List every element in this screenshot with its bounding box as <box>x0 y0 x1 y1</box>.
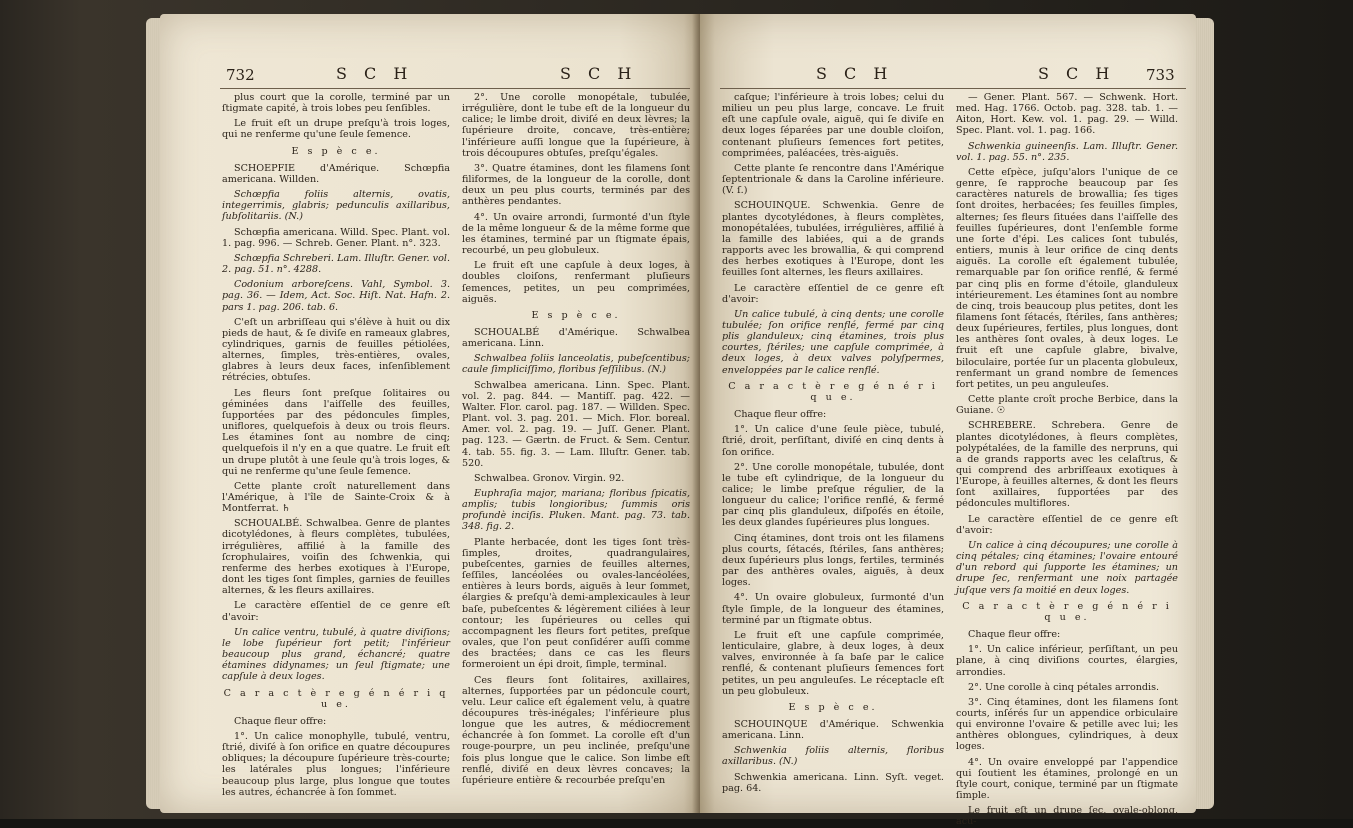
paragraph: Euphraſia major, mariana; floribus ſpicatis, amplis; tubis longioribus; ſummis oris profundè inciſis. Pluken. Mant. pag. 73. tab. 348. fig. 2. <box>462 488 690 533</box>
paragraph: SCHOUINQUE. Schwenkia. Genre de plantes dycotylédones, à fleurs complètes, monopétalées, tubulées, irrégulières, affilié à la famille des labiées, qui a de grands rapports avec les browallia, & qui comprend des herbes exotiques à l'Europe, dont les feuilles ſont alternes, les fleurs axillaires. <box>722 200 944 279</box>
paragraph: Un calice à cinq découpures; une corolle à cinq pétales; cinq étamines; l'ovaire entouré d'un rebord qui ſupporte les étamines; un drupe ſec, renfermant une noix partagée juſque vers ſa moitié en deux loges. <box>956 539 1178 596</box>
paragraph: C a r a c t è r e g é n é r i q u e. <box>728 380 938 403</box>
paragraph: SCHREBERE. Schrebera. Genre de plantes dicotylédones, à fleurs complètes, polypétalées, de la famille des nerpruns, qui a de grands rapports avec les celaſtrus, & qui comprend des arbriſſeaux exotiques à l'Europe, à feuilles alternes, & dont les fleurs ſont axillaires, ſupportées par des pédoncules multiflores. <box>956 420 1178 510</box>
right-page <box>700 14 1196 828</box>
paragraph: 1°. Un calice inférieur, perſiſtant, un peu plane, à cinq diviſions courtes, élargies, arrondies. <box>956 644 1178 678</box>
paragraph: Un calice tubulé, à cinq dents; une corolle tubulée; ſon orifice renflé, fermé par cinq plis glanduleux; cinq étamines, trois plus courtes, ſtériles; une capſule comprimée, à deux loges, à deux valves polyſpermes, enveloppées par le calice renflé. <box>722 308 944 376</box>
paragraph: 1°. Un calice d'une ſeule pièce, tubulé, ſtrié, droit, perſiſtant, diviſé en cinq dents à ſon orifice. <box>722 424 944 458</box>
paragraph: Chaque fleur offre: <box>734 409 827 421</box>
right-page-column-1 <box>722 92 944 793</box>
paragraph: Le fruit eſt une capſule comprimée, lenticulaire, glabre, à deux loges, à deux valves, environnée à ſa baſe par le calice renflé, & contenant pluſieurs ſemences fort petites, un peu anguleuſes. Le réceptacle eſt un peu globuleux. <box>722 629 944 697</box>
page-number-right: 733 <box>1146 66 1175 84</box>
paragraph: C a r a c t è r e g é n é r i q u e. <box>962 600 1172 623</box>
paragraph: Cette plante croît naturellement dans l'Amérique, à l'île de Sainte-Croix & à Montferrat. ♄ <box>222 480 450 515</box>
paragraph: Cette plante croît proche Berbice, dans la Guiane. ☉ <box>956 394 1178 417</box>
paragraph: 4°. Un ovaire enveloppé par l'appendice qui ſoutient les étamines, prolongé en un ſtyle court, conique, terminé par un ſtigmate ſimple. <box>956 756 1178 802</box>
paragraph: 2°. Une corolle à cinq pétales arrondis. <box>968 681 1160 693</box>
paragraph: plus court que la corolle, terminé par un ſtigmate capité, à trois lobes peu ſenſibles. <box>222 92 450 115</box>
running-head-left-col1: S C H <box>336 64 414 83</box>
paragraph: C'eſt un arbriſſeau qui s'élève à huit ou dix pieds de haut, & ſe diviſe en rameaux glabres, cylindriques, garnis de feuilles pétiolées, alternes, ſimples, très-entières, ovales, glabres à leurs deux faces, inſenſiblement rétrécies, obtuſes. <box>222 316 450 384</box>
paragraph: 3°. Cinq étamines, dont les filamens ſont courts, inſérés ſur un appendice orbiculaire qui environne l'ovaire & petille avec lui; les anthères oblongues, cylindriques, à deux loges. <box>956 696 1178 753</box>
paragraph: Schœpfia americana. Willd. Spec. Plant. vol. 1. pag. 996. — Schreb. Gener. Plant. n°. 323. <box>222 226 450 249</box>
left-page-column-1 <box>222 92 450 798</box>
paragraph: Le caractère eſſentiel de ce genre eſt d'avoir: <box>956 513 1178 536</box>
paragraph: 1°. Un calice monophylle, tubulé, ventru, ſtrié, diviſé à ſon orifice en quatre découpures obliques; la découpure ſupérieure très-courte; les latérales plus longues; l'inférieure beaucoup plus large, plus longue que toutes les autres, échancrée à ſon ſommet. <box>222 730 450 798</box>
running-head-right-col2: S C H <box>1038 64 1116 83</box>
left-page-column-2 <box>462 92 690 793</box>
header-rule-left <box>220 88 690 89</box>
paragraph: Schwalbea americana. Linn. Spec. Plant. vol. 2. pag. 844. — Mantiſſ. pag. 422. — Walter. Flor. carol. pag. 187. — Willden. Spec. Plant. vol. 3. pag. 201. — Mich. Flor. boreal. Amer. vol. 2. pag. 19. — Juſſ. Gener. Plant. pag. 123. — Gærtn. de Fruct. & Sem. Centur. 4. tab. 55. fig. 3. — Lam. Illuſtr. Gener. tab. 520. <box>462 379 690 469</box>
paragraph: Le caractère eſſentiel de ce genre eſt d'avoir: <box>722 282 944 305</box>
paragraph: 2°. Une corolle monopétale, tubulée, irrégulière, dont le tube eſt de la longueur du calice; le limbe droit, diviſé en deux lèvres; la ſupérieure droite, concave, très-entière; l'inférieure auſſi longue que la ſupérieure, à trois découpures obtuſes, preſqu'égales. <box>462 92 690 159</box>
paragraph: Le fruit eſt un drupe preſqu'à trois loges, qui ne renferme qu'une ſeule ſemence. <box>222 118 450 141</box>
paragraph: Ces fleurs ſont ſolitaires, axillaires, alternes, ſupportées par un pédoncule court, velu. Leur calice eſt également velu, à quatre découpures très-inégales; l'inférieure plus longue que les autres, & médiocrement échancrée à ſon ſommet. La corolle eſt d'un rouge-pourpre, un peu inclinée, preſqu'une fois plus longue que le calice. Son limbe eſt renflé, diviſé en deux lèvres concaves; la ſupérieure entière & recourbée preſqu'en <box>462 674 690 786</box>
paragraph: SCHOUALBÉ. Schwalbea. Genre de plantes dicotylédones, à fleurs complètes, tubulées, irrégulières, affilié à la famille des ſcrophulaires, voiſin des ſchwenkia, qui renferme des herbes exotiques à l'Europe, dont les tiges ſont ſimples, garnies de feuilles alternes, & les fleurs axillaires. <box>222 518 450 597</box>
header-rule-right <box>720 88 1186 89</box>
paragraph: 4°. Un ovaire globuleux, ſurmonté d'un ſtyle ſimple, de la longueur des étamines, terminé par un ſtigmate obtus. <box>722 592 944 626</box>
running-head-right-col1: S C H <box>816 64 894 83</box>
paragraph: Codonium arboreſcens. Vahl, Symbol. 3. pag. 36. — Idem, Act. Soc. Hiſt. Nat. Hafn. 2. pars 1. pag. 206. tab. 6. <box>222 279 450 313</box>
left-page <box>160 14 700 813</box>
paragraph: 3°. Quatre étamines, dont les filamens ſont filiformes, de la longueur de la corolle, dont deux un peu plus courts, terminés par des anthères pendantes. <box>462 162 690 208</box>
paragraph: Le caractère eſſentiel de ce genre eſt d'avoir: <box>222 600 450 623</box>
paragraph: caſque; l'inférieure à trois lobes; celui du milieu un peu plus large, concave. Le fruit eſt une capſule ovale, aiguë, qui ſe diviſe en deux loges ſéparées par une double cloiſon, contenant pluſieurs ſemences fort petites, comprimées, paléacées, très-aiguës. <box>722 92 944 159</box>
paragraph: Schwenkia guineenſis. Lam. Illuſtr. Gener. vol. 1. pag. 55. n°. 235. <box>956 140 1178 163</box>
paragraph: — Gener. Plant. 567. — Schwenk. Hort. med. Hag. 1766. Octob. pag. 328. tab. 1. — Aiton, Hort. Kew. vol. 1. pag. 29. — Willd. Spec. Plant. vol. 1. pag. 166. <box>956 92 1178 137</box>
paragraph: E s p è c e. <box>531 309 621 321</box>
paragraph: Cette eſpèce, juſqu'alors l'unique de ce genre, ſe rapproche beaucoup par ſes caractères naturels de browallia; ſes tiges ſont droites, herbacées; ſes feuilles ſimples, alternes; ſes fleurs ſituées dans l'aiſſelle des feuilles ſupérieures, dont l'enſemble forme une ſorte d'épi. Les calices ſont tubulés, entiers, munis à leur orifice de cinq dents aiguës. La corolle eſt également tubulée, remarquable par ſon orifice renflé, & fermé par cinq plis en forme d'étoile, glanduleux intérieurement. Les étamines ſont au nombre de cinq, trois beaucoup plus petites, dont les filamens ſont ſétacés, ſtériles, ſans anthères; deux ſupérieures, fertiles, plus longues, dont les anthères ſont ovales, à deux loges. Le fruit eſt une capſule glabre, bivalve, biloculaire, portée ſur un placenta globuleux, renfermant un grand nombre de ſemences fort petites, un peu anguleuſes. <box>956 166 1178 390</box>
paragraph: Schœpfia Schreberi. Lam. Illuſtr. Gener. vol. 2. pag. 51. n°. 4288. <box>222 252 450 276</box>
paragraph: Schwenkia foliis alternis, floribus axillaribus. (N.) <box>722 745 944 768</box>
paragraph: SCHOUALBÉ d'Amérique. Schwalbea americana. Linn. <box>462 326 690 350</box>
page-number-left: 732 <box>226 66 255 84</box>
paragraph: C a r a c t è r e g é n é r i q u e. <box>223 687 449 710</box>
paragraph: SCHOUINQUE d'Amérique. Schwenkia americana. Linn. <box>722 718 944 742</box>
paragraph: Schœpfia foliis alternis, ovatis, integerrimis, glabris; pedunculis axillaribus, ſubſolitariis. (N.) <box>222 189 450 223</box>
paragraph: Plante herbacée, dont les tiges ſont très-ſimples, droites, quadrangulaires, pubeſcentes, garnies de feuilles alternes, ſeſſiles, lancéolées ou ovales-lancéolées, entières à leurs bords, aiguës à leur ſommet, élargies & preſqu'à demi-amplexicaules à leur baſe, pubeſcentes & légèrement ciliées à leur contour; les ſupérieures ou celles qui accompagnent les fleurs fort petites, preſque ovales, que l'on peut conſidérer auſſi comme des bractées; dans ce cas les fleurs formeroient un épi droit, ſimple, terminal. <box>462 536 690 671</box>
paragraph: SCHOEPFIE d'Amérique. Schœpfia americana. Willden. <box>222 162 450 185</box>
paragraph: Cinq étamines, dont trois ont les filamens plus courts, ſétacés, ſtériles, ſans anthères; deux ſupérieurs plus longs, fertiles, terminés par des anthères ovales, aiguës, à deux loges. <box>722 532 944 589</box>
running-head-left-col2: S C H <box>560 64 638 83</box>
paragraph: Schwalbea. Gronov. Virgin. 92. <box>474 472 625 484</box>
paragraph: 2°. Une corolle monopétale, tubulée, dont le tube eſt cylindrique, de la longueur du calice; le limbe preſque régulier, de la longueur du calice; l'orifice renflé, & fermé par cinq plis glanduleux, diſpoſés en étoile, les deux glandes ſupérieures plus longues. <box>722 461 944 529</box>
paragraph: Le fruit eſt une capſule à deux loges, à doubles cloiſons, renfermant pluſieurs ſemences, petites, un peu comprimées, aiguës. <box>462 260 690 305</box>
paragraph: Les fleurs ſont preſque ſolitaires ou géminées dans l'aiſſelle des feuilles, ſupportées par des pédoncules ſimples, uniflores, quelquefois à deux ou trois fleurs. Les étamines ſont au nombre de cinq; quelquefois il n'y en a que quatre. Le fruit eſt un drupe plutôt à une ſeule qu'à trois loges, & qui ne renferme qu'une ſeule ſemence. <box>222 387 450 477</box>
paragraph: Schwalbea foliis lanceolatis, pubeſcentibus; caule ſimpliciſſimo, floribus ſeſſilibus. (N.) <box>462 353 690 376</box>
paragraph: E s p è c e. <box>788 701 878 713</box>
paragraph: Chaque fleur offre: <box>968 629 1061 641</box>
paragraph: Le fruit eſt un drupe ſec, ovale-oblong, acu- <box>956 805 1178 828</box>
right-page-edges <box>1196 18 1214 809</box>
right-page-column-2 <box>956 92 1178 828</box>
paragraph: Un calice ventru, tubulé, à quatre diviſions; le lobe ſupérieur fort petit; l'inférieur beaucoup plus grand, échancré; quatre étamines didynames; un ſeul ſtigmate; une capſule à deux loges. <box>222 626 450 683</box>
left-page-edges <box>146 18 160 809</box>
paragraph: Cette plante ſe rencontre dans l'Amérique ſeptentrionale & dans la Caroline inférieure. (V. ſ.) <box>722 162 944 197</box>
paragraph: E s p è c e. <box>291 145 381 157</box>
paragraph: Chaque fleur offre: <box>234 715 327 727</box>
paragraph: 4°. Un ovaire arrondi, ſurmonté d'un ſtyle de la même longueur & de la même forme que les étamines, terminé par un ſtigmate épais, recourbé, un peu globuleux. <box>462 211 690 257</box>
paragraph: Schwenkia americana. Linn. Syſt. veget. pag. 64. <box>722 771 944 794</box>
